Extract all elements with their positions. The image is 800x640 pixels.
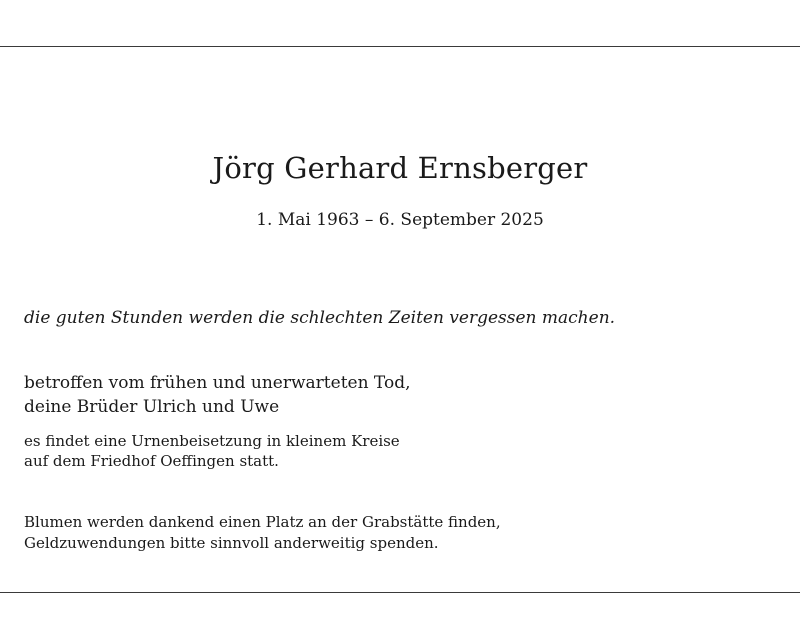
funeral-line: auf dem Friedhof Oeffingen statt. [24, 452, 279, 470]
flowers-line: Geldzuwendungen bitte sinnvoll anderweitig spenden. [24, 534, 439, 552]
life-dates: 1. Mai 1963 – 6. September 2025 [256, 210, 544, 230]
flowers-note [24, 512, 501, 554]
funeral-info [24, 431, 400, 471]
deceased-name: Jörg Gerhard Ernsberger [212, 151, 588, 185]
memorial-quote: die guten Stunden werden die schlechten Zeiten vergessen machen. [24, 308, 616, 328]
flowers-line: Blumen werden dankend einen Platz an der Grabstätte finden, [24, 513, 501, 531]
mourners-block [24, 371, 410, 419]
top-divider [0, 46, 800, 47]
funeral-line: es findet eine Urnenbeisetzung in kleinem Kreise [24, 432, 400, 450]
mourners-line: betroffen vom frühen und unerwarteten Tod, [24, 373, 411, 393]
bottom-divider [0, 592, 800, 593]
mourners-line: deine Brüder Ulrich und Uwe [24, 397, 280, 417]
